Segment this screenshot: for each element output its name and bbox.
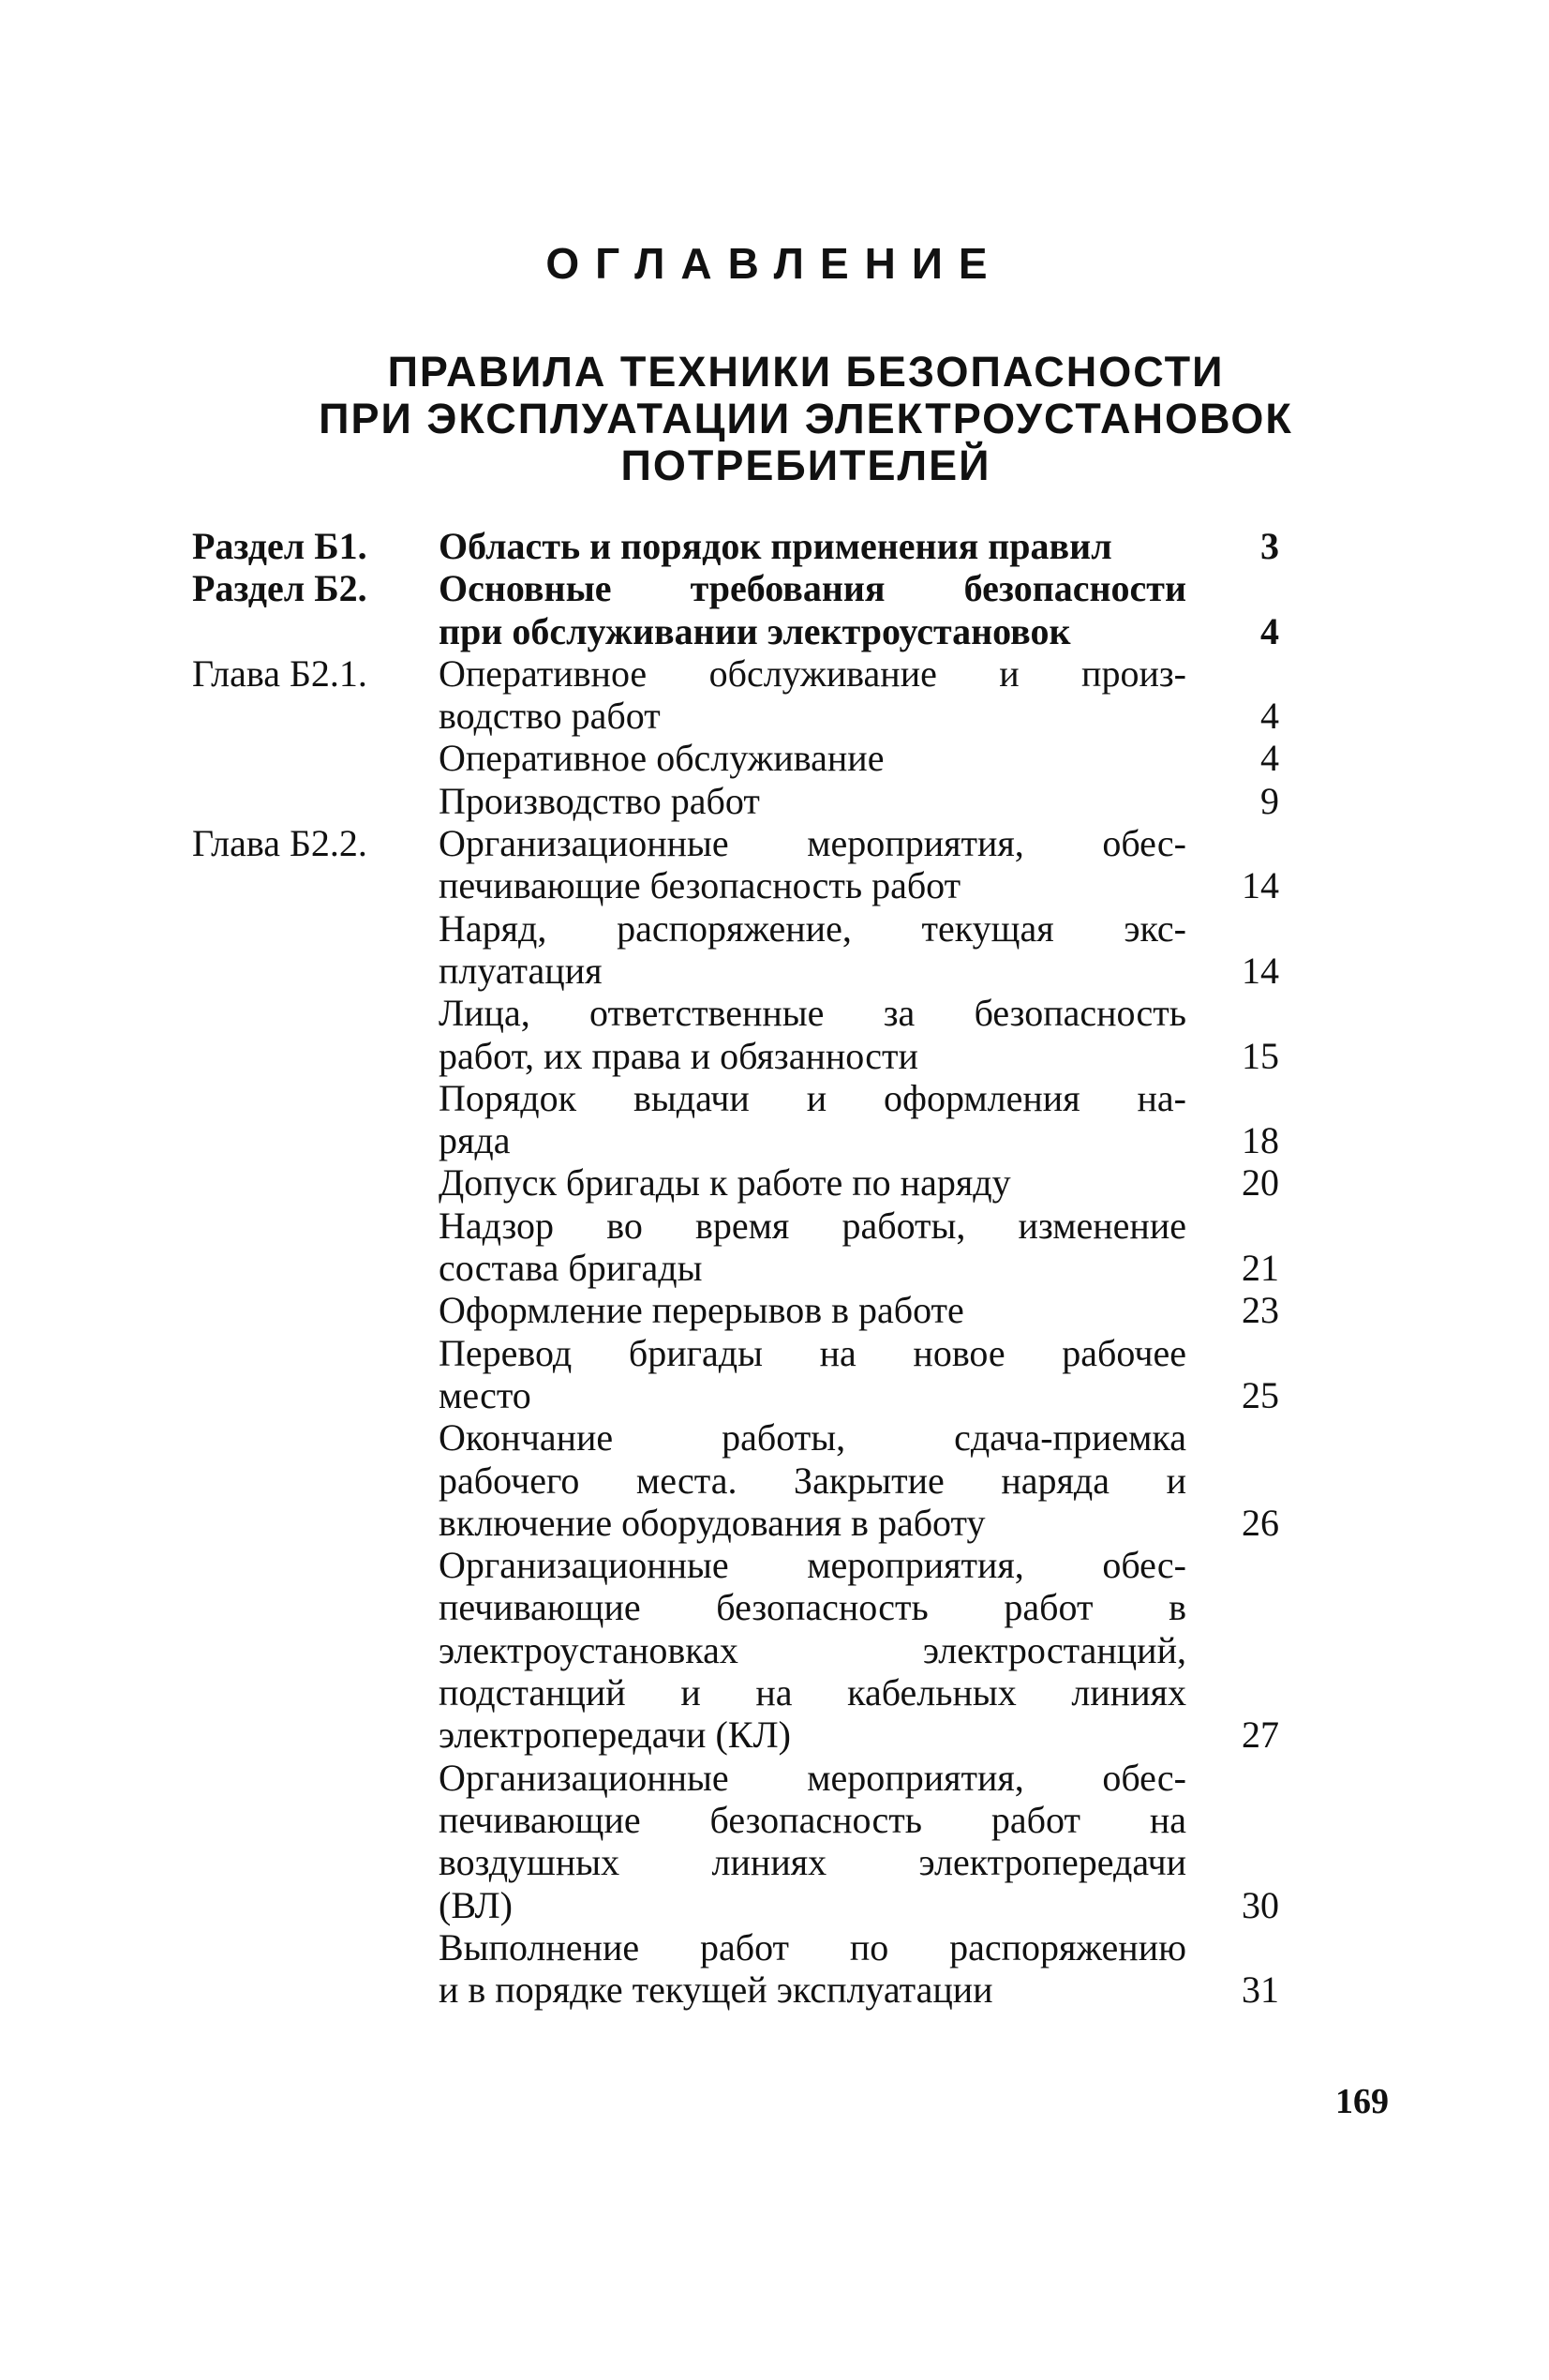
toc-entry-text: Порядок выдачи и оформления на- [439, 1076, 1186, 1119]
toc-entry [192, 525, 1279, 567]
toc-entry-text: воздушных линиях электропередачи [439, 1841, 1186, 1884]
toc-entry-text: Перевод бригады на новое рабочее [439, 1331, 1186, 1374]
subtitle-line: ПРАВИЛА ТЕХНИКИ БЕЗОПАСНОСТИ [387, 348, 1225, 396]
toc-entry-text: Организационные мероприятия, обес- [439, 1544, 1186, 1587]
toc-entry-text: печивающие безопасность работ на [439, 1798, 1186, 1841]
toc-entry-text: рабочего места. Закрытие наряда и [439, 1459, 1186, 1502]
toc-entry-text: электропередачи (КЛ) [439, 1714, 791, 1757]
toc-entry-text: Лица, ответственные за безопасность [439, 992, 1186, 1035]
toc-entry-page: 4 [1260, 695, 1279, 738]
toc-entry-text: печивающие безопасность работ в [439, 1586, 1186, 1629]
toc-entry-page: 21 [1242, 1247, 1279, 1290]
toc-entry [192, 652, 1279, 738]
toc-entry-page: 27 [1242, 1714, 1279, 1757]
toc-entry-label: Глава Б2.1. [192, 651, 367, 695]
toc-entry-text: водство работ [439, 695, 661, 738]
toc-entry-text: работ, их права и обязанности [439, 1034, 918, 1077]
toc-entry-page: 25 [1242, 1373, 1279, 1416]
toc-entry-page: 9 [1260, 779, 1279, 822]
toc-entry [192, 1332, 1279, 1417]
toc-entry [192, 822, 1279, 907]
toc-entry-label: Раздел Б1. [192, 525, 367, 567]
toc-entry [192, 1205, 1279, 1290]
toc-entry-text: место [439, 1373, 531, 1416]
toc-entry-page: 30 [1242, 1883, 1279, 1926]
toc-entry [192, 1757, 1279, 1926]
toc-entry [192, 1289, 1279, 1331]
toc-entry-text: ряда [439, 1119, 511, 1162]
page-title: ОГЛАВЛЕНИЕ [545, 239, 1004, 288]
toc-entry-page: 26 [1242, 1501, 1279, 1544]
toc-entry-text: Допуск бригады к работе по наряду [439, 1161, 1011, 1205]
toc-entry [192, 907, 1279, 993]
toc-entry [192, 737, 1279, 779]
toc-entry-page: 23 [1242, 1289, 1279, 1332]
document-subtitle [309, 349, 1303, 489]
subtitle-line: ПРИ ЭКСПЛУАТАЦИИ ЭЛЕКТРОУСТАНОВОК [319, 395, 1293, 442]
toc-entry-page: 4 [1260, 609, 1279, 652]
toc-entry [192, 1416, 1279, 1544]
toc-entry-page: 20 [1242, 1161, 1279, 1205]
toc-entry-text: Окончание работы, сдача-приемка [439, 1416, 1186, 1459]
toc-entry-page: 14 [1242, 949, 1279, 992]
toc-entry-text: Надзор во время работы, изменение [439, 1204, 1186, 1247]
toc-entry-text: при обслуживании электроустановок [439, 609, 1071, 652]
table-of-contents [192, 525, 1279, 2011]
toc-entry-text: плуатация [439, 949, 603, 992]
toc-entry-text: (ВЛ) [439, 1883, 513, 1926]
toc-entry-text: Производство работ [439, 779, 760, 822]
toc-entry-label: Раздел Б2. [192, 567, 367, 610]
toc-entry-text: Основные требования безопасности [439, 567, 1186, 610]
toc-entry-label: Глава Б2.2. [192, 822, 367, 865]
toc-entry-text: Наряд, распоряжение, текущая экс- [439, 906, 1186, 950]
toc-entry-page: 3 [1260, 525, 1279, 567]
page-number: 169 [1335, 2082, 1389, 2121]
toc-entry [192, 567, 1279, 652]
toc-entry-page: 18 [1242, 1119, 1279, 1162]
toc-entry [192, 992, 1279, 1077]
subtitle-line: ПОТРЕБИТЕЛЕЙ [620, 442, 991, 489]
toc-entry-text: и в порядке текущей эксплуатации [439, 1968, 993, 2012]
toc-entry-text: включение оборудования в работу [439, 1501, 986, 1544]
toc-entry-page: 15 [1242, 1034, 1279, 1077]
toc-entry [192, 1544, 1279, 1756]
toc-entry-text: Организационные мероприятия, обес- [439, 822, 1186, 865]
toc-entry-text: электроустановках электростанций, [439, 1628, 1186, 1671]
toc-entry-text: печивающие безопасность работ [439, 864, 961, 907]
toc-entry-page: 31 [1242, 1968, 1279, 2012]
toc-entry-text: Область и порядок применения правил [439, 525, 1112, 567]
toc-entry-text: Оформление перерывов в работе [439, 1289, 964, 1332]
toc-entry-page: 14 [1242, 864, 1279, 907]
toc-entry [192, 1161, 1279, 1204]
toc-entry [192, 1926, 1279, 2012]
toc-entry [192, 1077, 1279, 1162]
toc-entry-text: Оперативное обслуживание [439, 737, 885, 780]
toc-entry-text: Выполнение работ по распоряжению [439, 1925, 1186, 1968]
toc-entry-text: состава бригады [439, 1247, 703, 1290]
toc-entry-page: 4 [1260, 737, 1279, 780]
toc-entry [192, 780, 1279, 822]
toc-entry-text: Оперативное обслуживание и произ- [439, 651, 1186, 695]
toc-entry-text: Организационные мероприятия, обес- [439, 1756, 1186, 1799]
toc-entry-text: подстанций и на кабельных линиях [439, 1671, 1186, 1714]
